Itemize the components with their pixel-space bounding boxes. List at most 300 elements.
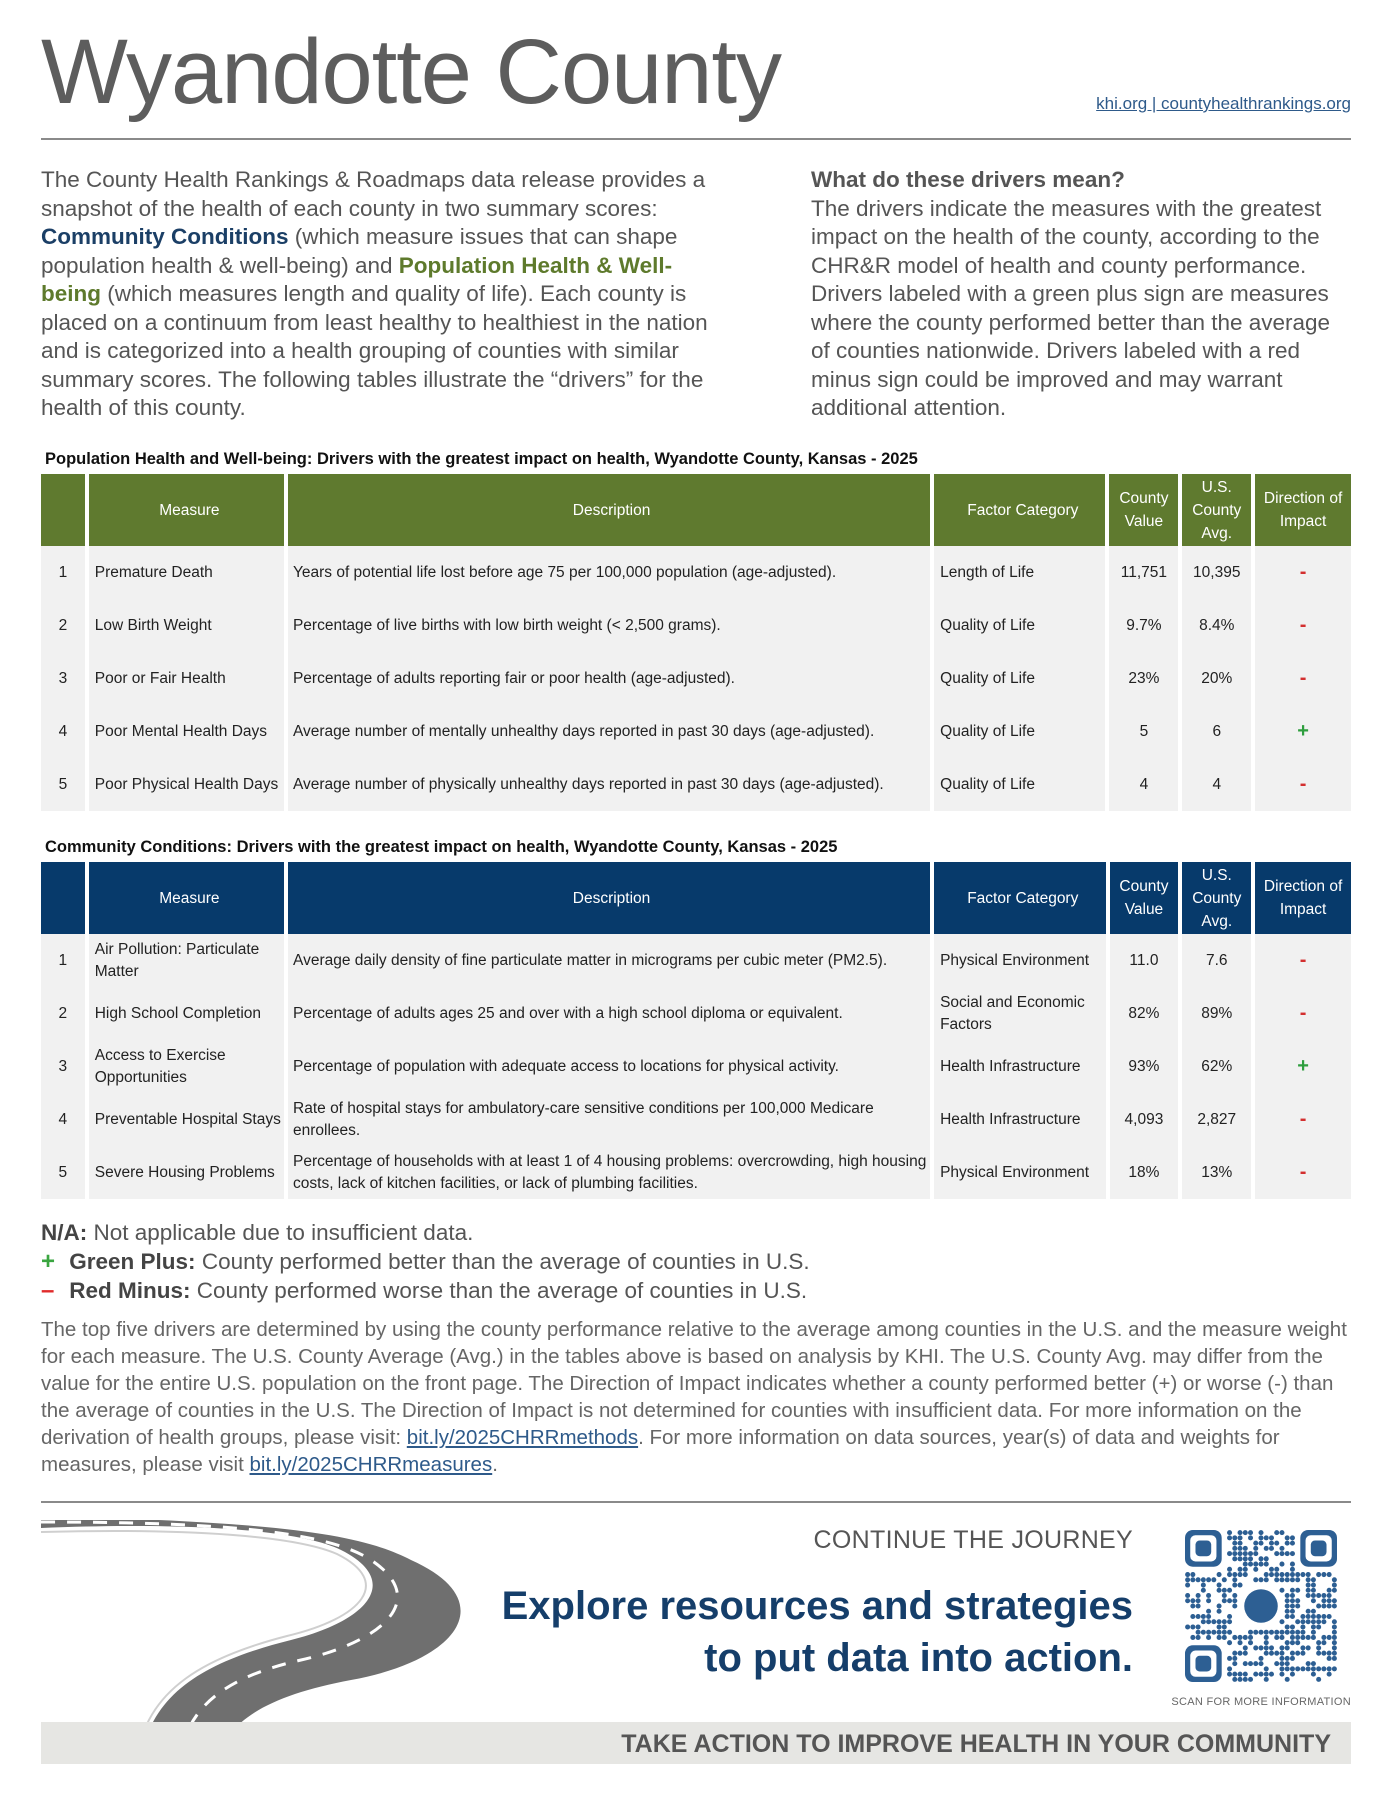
factor-cell: Length of Life [934,546,1105,599]
minus-icon: - [1299,613,1307,636]
qr-module [1311,1609,1316,1614]
qr-module [1274,1630,1279,1635]
qr-module [1206,1635,1211,1640]
qr-module [1316,1603,1321,1608]
qr-module [1227,1588,1232,1593]
qr-module [1279,1656,1284,1661]
us-avg-cell: 8.4% [1182,599,1251,652]
qr-module [1190,1635,1195,1640]
intro-text: (which measure issues that can shape population health & well-being) and [41,224,678,278]
qr-module [1327,1635,1332,1640]
qr-module [1248,1530,1253,1535]
col-county-value-header: County Value [1109,474,1178,546]
qr-module [1201,1583,1206,1588]
legend-na-label: N/A: [41,1220,88,1245]
qr-module [1290,1562,1295,1567]
qr-module [1238,1535,1243,1540]
qr-module [1258,1630,1263,1635]
county-value-cell: 9.7% [1109,599,1178,652]
qr-module [1217,1635,1222,1640]
qr-module [1332,1651,1337,1656]
methods-link[interactable]: bit.ly/2025CHRRmethods [406,1426,639,1449]
measure-cell: Poor or Fair Health [89,652,284,705]
qr-module [1311,1598,1316,1603]
qr-module [1238,1556,1243,1561]
qr-module [1279,1619,1284,1624]
qr-module [1311,1583,1316,1588]
qr-module [1248,1630,1253,1635]
qr-module [1311,1672,1316,1677]
measure-cell: High School Completion [89,987,284,1040]
qr-module [1285,1666,1290,1671]
measures-link[interactable]: bit.ly/2025CHRRmeasures [249,1453,493,1476]
table-header-row [41,474,1351,546]
qr-module [1316,1645,1321,1650]
qr-module [1253,1672,1258,1677]
legend-plus-label: Green Plus: [69,1249,196,1274]
qr-module [1206,1598,1211,1603]
qr-module [1290,1598,1295,1603]
qr-module [1332,1666,1337,1671]
legend-minus [41,1276,810,1305]
qr-module [1311,1630,1316,1635]
qr-module [1264,1535,1269,1540]
qr-module [1232,1551,1237,1556]
action-banner [41,1722,1351,1764]
qr-module [1295,1640,1300,1645]
qr-module [1290,1588,1295,1593]
qr-module [1232,1577,1237,1582]
qr-module [1264,1546,1269,1551]
measure-cell: Access to Exercise Opportunities [89,1040,284,1093]
qr-module [1332,1635,1337,1640]
measure-cell: Preventable Hospital Stays [89,1093,284,1146]
table-row [41,546,1351,599]
qr-module [1316,1593,1321,1598]
qr-module [1238,1530,1243,1535]
qr-module [1274,1635,1279,1640]
qr-module [1290,1656,1295,1661]
qr-module [1243,1635,1248,1640]
qr-module [1238,1635,1243,1640]
direction-cell [1255,705,1351,758]
qr-module [1332,1645,1337,1650]
qr-module [1232,1603,1237,1608]
legend-minus-label: Red Minus: [69,1278,191,1303]
col-direction-header: Direction of Impact [1255,862,1351,934]
direction-cell [1255,934,1351,987]
qr-module [1290,1572,1295,1577]
qr-module [1316,1624,1321,1629]
qr-module [1311,1614,1316,1619]
county-value-cell: 11,751 [1109,546,1178,599]
qr-module [1264,1666,1269,1671]
qr-module [1321,1598,1326,1603]
qr-module [1327,1614,1332,1619]
population-health-table [37,474,1355,811]
qr-module [1238,1541,1243,1546]
qr-module [1327,1598,1332,1603]
qr-module [1201,1619,1206,1624]
minus-icon: – [41,1277,55,1304]
table1-title: Population Health and Well-being: Drivers with the greatest impact on health, Wyandotte County, Kansas - 2025 [45,450,918,468]
factor-cell: Quality of Life [934,758,1105,811]
qr-module [1285,1572,1290,1577]
qr-module [1311,1624,1316,1629]
county-value-cell: 82% [1110,987,1179,1040]
direction-cell [1255,758,1351,811]
qr-module [1274,1661,1279,1666]
qr-module [1232,1651,1237,1656]
qr-module [1295,1651,1300,1656]
qr-module [1227,1535,1232,1540]
explore-line-1: Explore resources and strategies [501,1584,1133,1628]
qr-module [1300,1614,1305,1619]
row-number: 5 [41,758,85,811]
qr-module [1201,1614,1206,1619]
qr-module [1300,1624,1305,1629]
qr-module [1279,1546,1284,1551]
qr-module [1290,1603,1295,1608]
qr-module [1253,1661,1258,1666]
qr-module [1227,1572,1232,1577]
qr-module [1311,1619,1316,1624]
qr-module [1217,1630,1222,1635]
qr-module [1332,1619,1337,1624]
intro-text: The County Health Rankings & Roadmaps data release provides a snapshot of the health of each county in two summary scores: [41,167,706,221]
qr-module [1279,1651,1284,1656]
qr-module [1196,1593,1201,1598]
qr-module [1264,1630,1269,1635]
qr-module [1190,1577,1195,1582]
qr-module [1232,1661,1237,1666]
qr-module [1217,1619,1222,1624]
minus-icon: - [1299,948,1307,971]
col-us-avg-header: U.S. County Avg. [1182,862,1251,934]
qr-module [1332,1603,1337,1608]
site-links[interactable]: khi.org | countyhealthrankings.org [1096,94,1351,113]
qr-module [1327,1572,1332,1577]
qr-module [1258,1562,1263,1567]
col-num-header [41,862,85,934]
qr-module [1185,1598,1190,1603]
measure-cell: Poor Mental Health Days [89,705,284,758]
description-cell: Percentage of adults reporting fair or poor health (age-adjusted). [288,652,930,705]
qr-module [1185,1577,1190,1582]
qr-module [1211,1630,1216,1635]
col-factor-header: Factor Category [934,862,1105,934]
qr-module [1285,1541,1290,1546]
qr-module [1238,1651,1243,1656]
qr-module [1258,1530,1263,1535]
qr-module [1306,1619,1311,1624]
county-value-cell: 4,093 [1110,1093,1179,1146]
qr-module [1279,1630,1284,1635]
qr-module [1238,1551,1243,1556]
qr-module [1227,1567,1232,1572]
qr-module [1269,1651,1274,1656]
qr-module [1316,1614,1321,1619]
row-number: 5 [41,1146,85,1199]
qr-module [1243,1645,1248,1650]
qr-module [1253,1645,1258,1650]
population-health-term: Population Health & Well-being [41,252,673,306]
county-value-cell: 5 [1109,705,1178,758]
qr-module [1306,1593,1311,1598]
qr-module [1232,1556,1237,1561]
qr-module [1264,1556,1269,1561]
us-avg-cell: 13% [1182,1146,1251,1199]
community-conditions-term: Community Conditions [41,224,289,249]
qr-module [1321,1635,1326,1640]
table-row [41,934,1351,987]
qr-module [1206,1619,1211,1624]
table-row [41,987,1351,1040]
table-header-row [41,862,1351,934]
county-value-cell: 11.0 [1110,934,1179,987]
qr-module [1306,1609,1311,1614]
qr-module [1232,1593,1237,1598]
qr-module [1238,1567,1243,1572]
qr-logo-icon [1244,1589,1278,1623]
minus-icon: - [1299,1107,1307,1130]
qr-module [1285,1535,1290,1540]
qr-module [1316,1640,1321,1645]
us-avg-cell: 62% [1182,1040,1251,1093]
qr-module [1258,1556,1263,1561]
qr-module [1227,1598,1232,1603]
county-value-cell: 23% [1109,652,1178,705]
plus-icon: + [1297,1054,1309,1077]
qr-module [1222,1593,1227,1598]
qr-module [1196,1603,1201,1608]
qr-module [1264,1651,1269,1656]
factor-cell: Health Infrastructure [934,1040,1105,1093]
qr-module [1190,1572,1195,1577]
qr-module [1274,1651,1279,1656]
qr-module [1258,1661,1263,1666]
qr-module [1248,1562,1253,1567]
col-direction-header: Direction of Impact [1255,474,1351,546]
page-title: Wyandotte County [41,21,782,123]
row-number: 4 [41,1093,85,1146]
page-header [41,22,1351,140]
intro-paragraph [41,166,721,423]
qr-module [1269,1535,1274,1540]
qr-module [1285,1598,1290,1603]
qr-module [1232,1546,1237,1551]
qr-module [1196,1624,1201,1629]
qr-module [1248,1635,1253,1640]
drivers-explainer [811,166,1351,423]
qr-module [1321,1651,1326,1656]
qr-module [1316,1619,1321,1624]
qr-module [1227,1630,1232,1635]
qr-module [1274,1567,1279,1572]
qr-module [1279,1562,1284,1567]
qr-module [1206,1630,1211,1635]
qr-module [1227,1619,1232,1624]
qr-module [1222,1619,1227,1624]
qr-module [1279,1672,1284,1677]
qr-module [1232,1541,1237,1546]
qr-module [1190,1614,1195,1619]
qr-module [1201,1577,1206,1582]
qr-code-icon[interactable] [1185,1530,1337,1682]
qr-module [1206,1577,1211,1582]
qr-module [1295,1635,1300,1640]
qr-module [1238,1640,1243,1645]
qr-module [1258,1656,1263,1661]
qr-module [1264,1577,1269,1582]
qr-module [1295,1666,1300,1671]
qr-module [1290,1567,1295,1572]
qr-module [1311,1661,1316,1666]
qr-module [1264,1562,1269,1567]
description-cell: Average number of mentally unhealthy days reported in past 30 days (age-adjusted). [288,705,930,758]
row-number: 3 [41,652,85,705]
qr-module [1295,1588,1300,1593]
qr-module [1285,1551,1290,1556]
qr-module [1306,1635,1311,1640]
footnote-text: . [492,1453,498,1476]
intro-text: (which measures length and quality of life). Each county is placed on a continuum from least healthy to healthiest in the nation and is categorized into a health grouping of counties with similar summary scores. The following tables illustrate the “drivers” for the health of this county. [41,281,708,420]
qr-module [1295,1598,1300,1603]
qr-module [1311,1666,1316,1671]
qr-module [1217,1583,1222,1588]
qr-module [1290,1609,1295,1614]
county-drivers-page [41,0,1351,1800]
measure-cell: Poor Physical Health Days [89,758,284,811]
table-row [41,705,1351,758]
qr-module [1222,1577,1227,1582]
qr-module [1248,1677,1253,1682]
qr-module [1316,1677,1321,1682]
qr-module [1196,1630,1201,1635]
col-county-value-header: County Value [1110,862,1179,934]
qr-module [1279,1530,1284,1535]
qr-module [1253,1546,1258,1551]
qr-module [1232,1672,1237,1677]
table-row [41,652,1351,705]
description-cell: Percentage of households with at least 1 of 4 housing problems: overcrowding, high housing costs, lack of kitchen facilities, or lack of plumbing facilities. [288,1146,930,1199]
qr-module [1306,1666,1311,1671]
qr-module [1253,1567,1258,1572]
qr-module [1285,1609,1290,1614]
qr-module [1227,1551,1232,1556]
qr-module [1327,1651,1332,1656]
row-number: 4 [41,705,85,758]
direction-cell [1255,1040,1351,1093]
qr-module [1190,1598,1195,1603]
factor-cell: Physical Environment [934,1146,1105,1199]
table-row [41,1040,1351,1093]
qr-module [1311,1635,1316,1640]
direction-cell [1255,987,1351,1040]
qr-module [1185,1593,1190,1598]
qr-module [1290,1541,1295,1546]
qr-module [1201,1588,1206,1593]
continue-heading: CONTINUE THE JOURNEY [813,1526,1133,1554]
legend-minus-text: County performed worse than the average of counties in U.S. [190,1278,808,1303]
table1-body [41,546,1351,811]
qr-module [1290,1635,1295,1640]
qr-module [1279,1661,1284,1666]
qr-module [1285,1677,1290,1682]
section-divider [41,1501,1351,1503]
col-num-header [41,474,85,546]
qr-module [1327,1666,1332,1671]
qr-module [1300,1619,1305,1624]
factor-cell: Health Infrastructure [934,1093,1105,1146]
qr-module [1300,1635,1305,1640]
qr-module [1285,1577,1290,1582]
qr-module [1321,1572,1326,1577]
qr-module [1206,1593,1211,1598]
qr-module [1227,1614,1232,1619]
qr-module [1185,1572,1190,1577]
qr-module [1295,1603,1300,1608]
qr-module [1295,1619,1300,1624]
qr-module [1306,1588,1311,1593]
row-number: 2 [41,987,85,1040]
table2-body [41,934,1351,1199]
qr-module [1227,1672,1232,1677]
qr-module [1243,1677,1248,1682]
qr-module [1222,1630,1227,1635]
qr-module [1185,1583,1190,1588]
col-us-avg-header: U.S. County Avg. [1182,474,1251,546]
description-cell: Average daily density of fine particulate matter in micrograms per cubic meter (PM2.5). [288,934,930,987]
qr-module [1243,1572,1248,1577]
legend-plus [41,1247,810,1276]
qr-module [1264,1640,1269,1645]
qr-module [1196,1577,1201,1582]
qr-module [1253,1541,1258,1546]
qr-module [1327,1593,1332,1598]
qr-module [1264,1635,1269,1640]
drivers-heading: What do these drivers mean? [811,167,1125,192]
qr-module [1258,1535,1263,1540]
measure-cell: Severe Housing Problems [89,1146,284,1199]
us-avg-cell: 20% [1182,652,1251,705]
qr-module [1248,1535,1253,1540]
qr-module [1269,1572,1274,1577]
qr-module [1279,1666,1284,1671]
description-cell: Years of potential life lost before age 75 per 100,000 population (age-adjusted). [288,546,930,599]
qr-module [1332,1624,1337,1629]
qr-module [1206,1609,1211,1614]
qr-module [1279,1572,1284,1577]
direction-cell [1255,1146,1351,1199]
qr-module [1248,1640,1253,1645]
us-avg-cell: 2,827 [1182,1093,1251,1146]
qr-module [1217,1572,1222,1577]
qr-module [1306,1577,1311,1582]
qr-module [1327,1656,1332,1661]
qr-module [1258,1541,1263,1546]
qr-module [1264,1677,1269,1682]
qr-module [1274,1541,1279,1546]
banner-text: TAKE ACTION TO IMPROVE HEALTH IN YOUR COMMUNITY [621,1730,1331,1758]
qr-module [1300,1651,1305,1656]
us-avg-cell: 89% [1182,987,1251,1040]
table-row [41,1093,1351,1146]
qr-module [1327,1672,1332,1677]
qr-module [1290,1640,1295,1645]
qr-module [1311,1588,1316,1593]
qr-module [1290,1593,1295,1598]
